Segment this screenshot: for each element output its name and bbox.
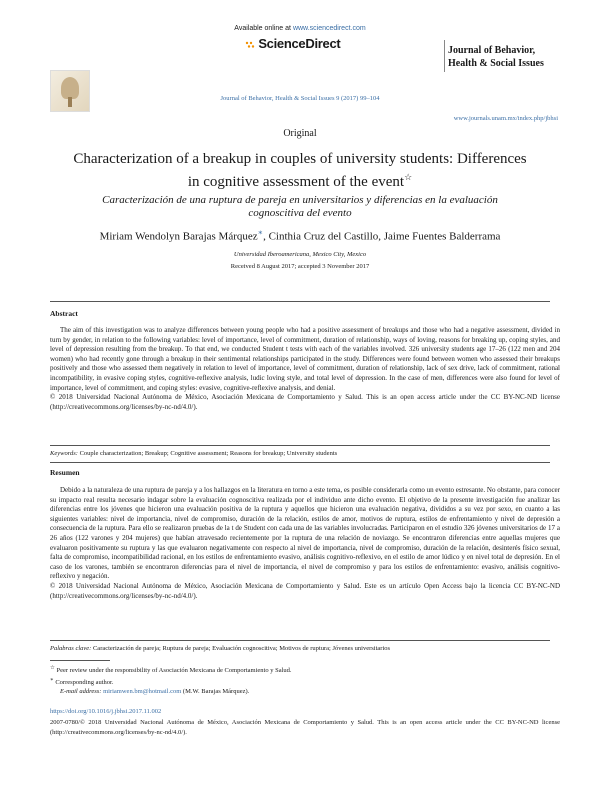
affiliation: Universidad Iberoamericana, Mexico City, Mexico: [233, 251, 367, 258]
resumen-heading: Resumen: [50, 468, 80, 477]
rule: [50, 640, 550, 641]
author-footnote-mark[interactable]: ∗: [257, 228, 264, 237]
footer-copyright: 2007-0780/© 2018 Universidad Nacional Autónoma de México, Asociación Mexicana de Comportamiento y Salud. This is an open access article under the CC BY-NC-ND license (http://creativecommons.org/licenses/by-nc-nd/4.0/).: [50, 719, 560, 736]
article-title: Characterization of a breakup in couples of university students: Differences in cognitive assessment of the event☆: [73, 151, 527, 190]
abstract-license: © 2018 Universidad Nacional Autónoma de México, Asociación Mexicana de Comportamiento y Salud. This is an open access article under the CC BY-NC-ND license (http://creativecommons.org/licenses/by-nc-nd/4.0/).: [50, 393, 560, 411]
received-dates: Received 8 August 2017; accepted 3 November 2017: [230, 263, 370, 270]
available-online: Available online at www.sciencedirect.com: [234, 25, 366, 32]
journal-url[interactable]: www.journals.unam.mx/index.php/jbhsi: [453, 115, 558, 122]
resumen-license: © 2018 Universidad Nacional Autónoma de México, Asociación Mexicana de Comportamiento y Salud. Este es un artículo Open Access bajo la licencia CC BY-NC-ND (http://creativecommons.org/licenses/by-nc-nd/4.0/).: [50, 581, 560, 600]
journal-divider: [444, 40, 445, 72]
footnote-rule: [50, 660, 110, 661]
abstract-heading: Abstract: [50, 309, 78, 318]
elsevier-logo: [50, 70, 90, 112]
rule: [50, 462, 550, 463]
title-footnote-mark[interactable]: ☆: [404, 172, 413, 182]
palabras-clave: Palabras clave: Caracterización de pareja; Ruptura de pareja; Evaluación cognoscitiva; Motivos de ruptura; Jóvenes universitarios: [50, 645, 391, 652]
authors: Miriam Wendolyn Barajas Márquez∗, Cinthia Cruz del Castillo, Jaime Fuentes Balderrama: [99, 228, 501, 243]
email-link[interactable]: miriamwen.bm@hotmail.com: [103, 688, 182, 696]
journal-name: Journal of Behavior, Health & Social Issues: [448, 45, 544, 69]
keywords: Keywords: Couple characterization; Breakup; Cognitive assessment; Reasons for breakup; University students: [50, 450, 338, 457]
sciencedirect-icon: [245, 41, 255, 49]
sciencedirect-link[interactable]: www.sciencedirect.com: [292, 25, 366, 32]
doi-link[interactable]: https://doi.org/10.1016/j.jbhsi.2017.11.002: [50, 708, 162, 715]
article-type: Original: [283, 128, 317, 139]
footnotes: ☆ Peer review under the responsibility of Asociación Mexicana de Comportamiento y Salud. ∗ Corresponding author. E-mail address: miriamwen.bm@hotmail.com (M.W. Barajas Márquez).: [50, 665, 292, 696]
resumen-body: Debido a la naturaleza de una ruptura de pareja y a los hallazgos en la literatura en torno a este tema, es posible considerarla como un evento estresante. No obstante, para conocer su impacto real resulta necesario indagar sobre la evaluación cognoscitiva realizada por el individuo ante dicho evento. El objetivo de la presente investigación fue analizar las diferencias entre los jóvenes que hicieron una evaluación positiva de la ruptura y aquellos que hicieron una evaluación negativa, divididos a su vez por sexo, en cuanto a las siguientes variables: nivel de importancia, nivel de compromiso, duración de la relación, estilos de amor, motivos de ruptura, estilos de enfrentamiento y nivel de depresión a consecuencia de la ruptura. Para ello se realizaron pruebas de la t de Student con cada una de las variables involucradas. Participaron en el estudio 326 jóvenes universitarios de 17 a 26 años (122 varones y 204 mujeres) que habían atravesado recientemente por la ruptura de una relación de noviazgo. Se encontraron diferencias entre aquellas mujeres que evaluaron positivamente su ruptura y las que evaluaron negativamente con respecto al nivel de importancia, nivel de compromiso, duración de la relación, desinterés físico sexual, falta de compromiso, incompatibilidad racional, en los estilos de enfrentamiento evasivo, análisis cognitivo-reflexivo, en el estilo de amor lúdico y en nivel total de depresión. En el caso de los varones, también se encontraron diferencias para el nivel de importancia, el nivel de compromiso y para los estilos de enfrentamiento: evasivo, análisis cognitivo-reflexivo y negación. © 2018 Universidad Nacional Autónoma de México, Asociación Mexicana de Comportamiento y Salud. Este es un artículo Open Access bajo la licencia CC BY-NC-ND (http://creativecommons.org/licenses/by-nc-nd/4.0/).: [50, 486, 560, 600]
abstract-body: The aim of this investigation was to analyze differences between young people who had a positive assessment of breakups and those who had a negative assessment, divided in turn by gender, in relation to the following variables: level of importance, level of commitment, duration of relationship, ways of loving, reasons for breaking up, coping styles, and level of depression resulting from the breakup. To that end, we conducted Student t tests with each of the variables involved. 326 university students age 17–26 (122 men and 204 women) who had recently gone through a breakup in their sentimental relationships participated in the study. Differences were found between women who assessed their breakups positively and those who assessed them negatively in relation to level of importance, level of commitment, duration of relationship, lack of sex drive, lack of commitment, rational incompatibility, in evasive coping styles, cognitive-reflexive analysis, ludic loving style, and total level of depression. In the case of men, differences were also found for level of importance, level of commitment, and coping styles: evasive, cognitive-reflexive analysis, and denial. © 2018 Universidad Nacional Autónoma de México, Asociación Mexicana de Comportamiento y Salud. This is an open access article under the CC BY-NC-ND license (http://creativecommons.org/licenses/by-nc-nd/4.0/).: [50, 326, 560, 411]
rule: [50, 445, 550, 446]
sciencedirect-brand: ScienceDirect: [245, 36, 340, 51]
article-subtitle: Caracterización de una ruptura de pareja en universitarios y diferencias en la evaluación cognoscitiva del evento: [102, 194, 498, 219]
rule: [50, 301, 550, 302]
citation[interactable]: Journal of Behavior, Health & Social Issues 9 (2017) 99–104: [220, 95, 380, 102]
